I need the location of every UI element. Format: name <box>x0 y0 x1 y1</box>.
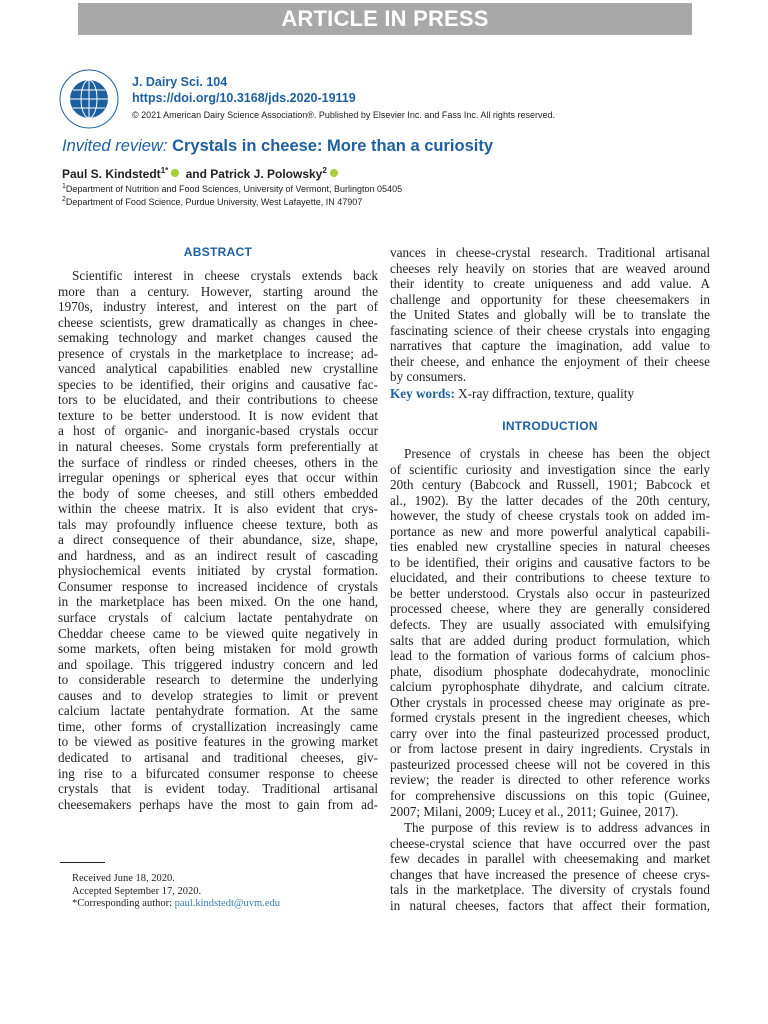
email-link[interactable]: paul.kindstedt@uvm.edu <box>174 898 280 909</box>
journal-info <box>132 74 356 106</box>
copyright-notice: © 2021 American Dairy Science Association®. Published by Elsevier Inc. and Fass Inc. All rights reserved. <box>132 110 555 120</box>
affiliation-2 <box>62 197 362 208</box>
text-line: ties enabled new crystalline species in natural cheeses <box>390 539 710 555</box>
received-date: Received June 18, 2020. <box>72 873 175 884</box>
text-line: 20th century (Babcock and Russell, 1901; Babcock et <box>390 477 710 493</box>
text-line: vanced analytical capabilities enabled new crystalline <box>58 361 378 377</box>
aff-sup: 1 <box>62 183 66 190</box>
author-name: Patrick J. Polowsky <box>210 167 323 181</box>
text-line: their identity to create uniqueness and add value. A <box>390 276 710 292</box>
abstract-heading: ABSTRACT <box>183 245 253 259</box>
text-line: in natural cheeses. Some crystals form preferentially at <box>58 439 378 455</box>
text-line: pasteurized processed cheese will not be covered in this <box>390 756 710 772</box>
text-line: their cheese, and enhance the enjoyment of their cheese <box>390 353 710 369</box>
text-line: cheesemakers perhaps have the most to gain from ad- <box>58 796 378 812</box>
aff-sup: 2 <box>62 196 66 203</box>
corresponding-author <box>72 898 280 911</box>
text-line: processed cheese, where they are generally considered <box>390 601 710 617</box>
title-prefix: Invited review: <box>62 137 168 155</box>
text-line: or from lactose present in dairy ingredients. Crystals in <box>390 741 710 757</box>
aff-text: Department of Food Science, Purdue University, West Lafayette, IN 47907 <box>65 197 363 207</box>
text-line: a direct consequence of their abundance, size, shape, <box>58 532 378 548</box>
text-line: 1970s, industry interest, and interest on the part of <box>58 299 378 315</box>
introduction-heading: INTRODUCTION <box>502 419 598 433</box>
text-line: some markets, often being mistaken for mold growth <box>58 641 378 657</box>
text-line: tals may profoundly influence cheese texture, both as <box>58 516 378 532</box>
text-line: cheeses rely heavily on stories that are weaved around <box>390 260 710 276</box>
text-line: within the cheese matrix. It is also evident that crys- <box>58 501 378 517</box>
doi-link[interactable]: https://doi.org/10.3168/jds.2020-19119 <box>132 91 356 105</box>
text-line: and hardness, and as an indirect result of cascading <box>58 547 378 563</box>
text-line: calcium pyrophosphate dihydrate, and calcium citrate. <box>390 679 710 695</box>
text-line: however, the study of cheese crystals took on added im- <box>390 508 710 524</box>
introduction-paragraph-1 <box>390 446 710 819</box>
text-line: texture to be better understood. It is now evident that <box>58 407 378 423</box>
article-title <box>62 135 493 157</box>
text-line: cheese-crystal science that have occurred over the past <box>390 835 710 851</box>
text-line: formed crystals present in the ingredient cheeses, which <box>390 710 710 726</box>
text-line: the surface of rindless or rinded cheeses, others in the <box>58 454 378 470</box>
text-line: to considerable research to determine the underlying <box>58 672 378 688</box>
text-line: surface crystals of calcium lactate pentahydrate on <box>58 610 378 626</box>
abstract-left-column <box>58 268 378 812</box>
text-line: phate, disodium phosphate dodecahydrate, monoclinic <box>390 663 710 679</box>
text-line: narratives that capture the imagination, add value to <box>390 338 710 354</box>
author-sup: 2 <box>322 166 327 175</box>
aff-text: Department of Nutrition and Food Sciences, University of Vermont, Burlington 05405 <box>65 184 403 194</box>
journal-citation: J. Dairy Sci. 104 <box>132 75 228 89</box>
text-line: the United States and globally will be to translate the <box>390 307 710 323</box>
text-line: a host of organic- and inorganic-based crystals occur <box>58 423 378 439</box>
text-line: tals in the marketplace. The diversity of crystals found <box>390 882 710 898</box>
text-line: by consumers. <box>390 369 467 385</box>
footnotes <box>72 873 280 911</box>
text-line: presence of crystals in the marketplace to increase; ad- <box>58 345 378 361</box>
text-line: in the marketplace has been mixed. On the one hand, <box>58 594 378 610</box>
text-line: fascinating science of their cheese crystals into engaging <box>390 322 710 338</box>
text-line: to be identified, their origins and causative factors to be <box>390 554 710 570</box>
author-sup: 1* <box>160 166 169 175</box>
text-line: Other crystals in processed cheese may originate as pre- <box>390 694 710 710</box>
text-line: irregular openings or spherical eyes that occur within <box>58 470 378 486</box>
text-line: be better understood. Crystals also occur in pasteurized <box>390 585 710 601</box>
keywords <box>390 386 634 402</box>
text-line: challenge and opportunity for these cheesemakers in <box>390 291 710 307</box>
text-line: changes that have increased the presence of cheese crys- <box>390 866 710 882</box>
text-line: portance as new and more powerful analytical capabili- <box>390 523 710 539</box>
text-line: causes and to develop strategies to limit or prevent <box>58 687 378 703</box>
text-line: time, other forms of crystallization increasingly came <box>58 718 378 734</box>
text-line: Presence of crystals in cheese has been the object <box>404 446 710 461</box>
text-line: defects. They are usually associated with emulsifying <box>390 617 710 633</box>
text-line: vances in cheese-crystal research. Traditional artisanal <box>390 245 710 260</box>
keywords-text: X-ray diffraction, texture, quality <box>458 386 635 401</box>
introduction-paragraph-2 <box>390 820 710 913</box>
text-line: lead to the formation of various forms of calcium phos- <box>390 648 710 664</box>
text-line: few decades in parallel with cheesemaking and market <box>390 851 710 867</box>
text-line: to be viewed as positive features in the growing market <box>58 734 378 750</box>
text-line: crystals that is evident today. Traditional artisanal <box>58 781 378 797</box>
footnote-divider <box>60 862 105 863</box>
text-line: more than a century. However, starting around the <box>58 283 378 299</box>
corresponding-label: *Corresponding author: <box>72 898 173 909</box>
text-line: elucidated, and their contributions to cheese texture to <box>390 570 710 586</box>
text-line: The purpose of this review is to address advances in <box>404 820 710 835</box>
text-line: physiochemical events initiated by crystal formation. <box>58 563 378 579</box>
text-line: review; the reader is directed to other reference works <box>390 772 710 788</box>
text-line: salts that are added during product formulation, which <box>390 632 710 648</box>
text-line: ing rise to a bifurcated consumer response to cheese <box>58 765 378 781</box>
author-name: Paul S. Kindstedt <box>62 167 161 181</box>
keywords-label: Key words: <box>390 386 455 401</box>
text-line: the body of some cheeses, and still others embedded <box>58 485 378 501</box>
text-line: of scientific curiosity and investigation since the early <box>390 461 710 477</box>
author-and: and <box>185 167 207 181</box>
text-line: cheese scientists, grew dramatically as changes in chee- <box>58 314 378 330</box>
article-in-press-banner: ARTICLE IN PRESS <box>78 3 692 35</box>
affiliation-1 <box>62 184 402 195</box>
orcid-icon[interactable] <box>330 169 338 177</box>
text-line: Scientific interest in cheese crystals extends back <box>72 268 378 283</box>
accepted-date: Accepted September 17, 2020. <box>72 885 202 897</box>
abstract-right-column <box>390 245 710 385</box>
text-line: Consumer response to increased incidence of crystals <box>58 578 378 594</box>
text-line: carry over into the final pasteurized processed product, <box>390 725 710 741</box>
title-text: Crystals in cheese: More than a curiosity <box>172 137 494 155</box>
text-line: tors to be elucidated, and their contributions to cheese <box>58 392 378 408</box>
author-list <box>62 166 341 182</box>
text-line: species to be identified, their origins and causative fac- <box>58 376 378 392</box>
text-line: al., 1902). By the latter decades of the 20th century, <box>390 492 710 508</box>
text-line: in natural cheeses, factors that affect their formation, <box>390 897 710 913</box>
text-line: semaking technology and market changes caused the <box>58 330 378 346</box>
text-line: 2007; Milani, 2009; Lucey et al., 2011; Guinee, 2017). <box>390 803 679 819</box>
orcid-icon[interactable] <box>171 169 179 177</box>
text-line: dedicated to artisanal and traditional cheeses, giv- <box>58 749 378 765</box>
text-line: and spoilage. This triggered industry concern and led <box>58 656 378 672</box>
text-line: for comprehensive discussions on this topic (Guinee, <box>390 788 710 804</box>
text-line: calcium lactate pentahydrate formation. At the same <box>58 703 378 719</box>
text-line: Cheddar cheese came to be viewed quite negatively in <box>58 625 378 641</box>
adsa-logo-icon <box>58 68 120 130</box>
